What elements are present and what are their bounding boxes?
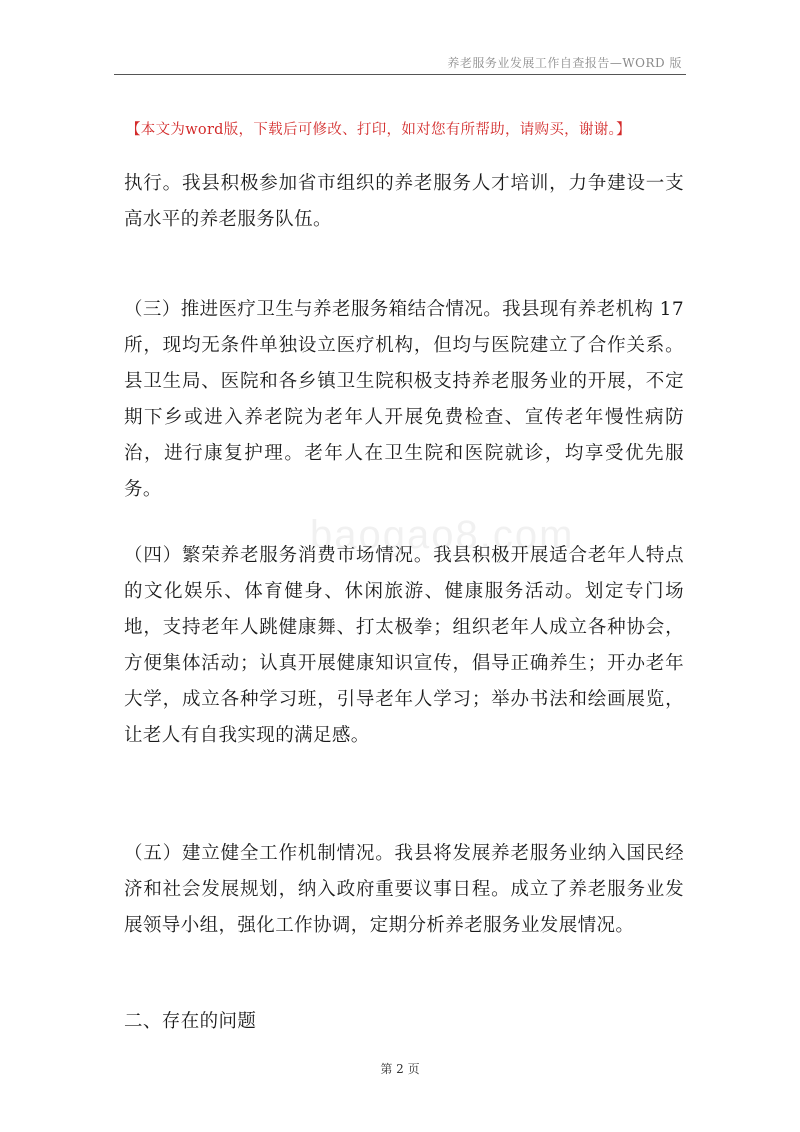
document-header-title: 养老服务业发展工作自查报告—WORD 版: [447, 56, 682, 70]
paragraph-talent-training: 执行。我县积极参加省市组织的养老服务人才培训，力争建设一支高水平的养老服务队伍。: [124, 173, 684, 230]
page-number: 第 2 页: [380, 1062, 420, 1076]
watermark: baogao8.com: [310, 513, 575, 557]
paragraph-medical-integration: （三）推进医疗卫生与养老服务箱结合情况。我县现有养老机构 17 所，现均无条件单独设立医疗机构，但均与医院建立了合作关系。县卫生局、医院和各乡镇卫生院积极支持养老服务业的开展，不定期下乡或进入养老院为老年人开展免费检查、宣传老年慢性病防治，进行康复护理。老年人在卫生院和医院就诊，均享受优先服务。: [124, 299, 684, 500]
paragraph-work-mechanism: （五）建立健全工作机制情况。我县将发展养老服务业纳入国民经济和社会发展规划，纳入政府重要议事日程。成立了养老服务业发展领导小组，强化工作协调，定期分析养老服务业发展情况。: [124, 843, 684, 936]
purchase-notice: 【本文为word版，下载后可修改、打印，如对您有所帮助，请购买，谢谢。】: [126, 122, 631, 138]
header-divider: [114, 74, 686, 75]
paragraph-consumer-market: （四）繁荣养老服务消费市场情况。我县积极开展适合老年人特点的文化娱乐、体育健身、休闲旅游、健康服务活动。划定专门场地，支持老年人跳健康舞、打太极拳；组织老年人成立各种协会，方便集体活动；认真开展健康知识宣传，倡导正确养生；开办老年大学，成立各种学习班，引导老年人学习；举办书法和绘画展览，让老人有自我实现的满足感。: [124, 545, 684, 746]
section-heading-problems: 二、存在的问题: [124, 1011, 257, 1032]
